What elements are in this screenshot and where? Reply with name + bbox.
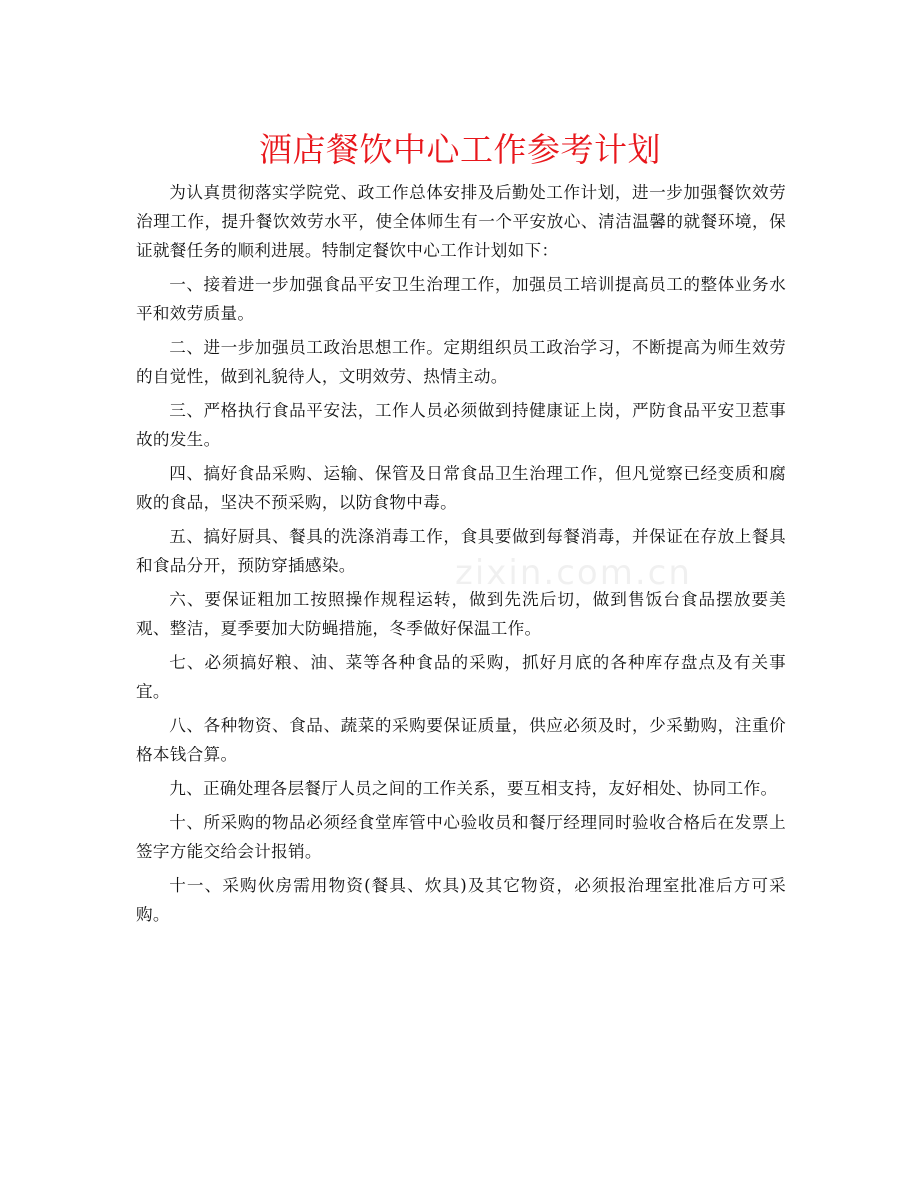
paragraph-item-6: 六、要保证粗加工按照操作规程运转，做到先洗后切，做到售饭台食品摆放要美观、整洁，夏季要加大防蝇措施，冬季做好保温工作。 [136, 590, 786, 638]
paragraph-item-5: 五、搞好厨具、餐具的洗涤消毒工作，食具要做到每餐消毒，并保证在存放上餐具和食品分开，预防穿插感染。 [136, 527, 786, 575]
paragraph-item-10: 十、所采购的物品必须经食堂库管中心验收员和餐厅经理同时验收合格后在发票上签字方能交给会计报销。 [136, 813, 786, 861]
paragraph-item-7: 七、必须搞好粮、油、菜等各种食品的采购，抓好月底的各种库存盘点及有关事宜。 [136, 653, 786, 701]
paragraph-item-11: 十一、采购伙房需用物资(餐具、炊具)及其它物资，必须报治理室批准后方可采购。 [136, 876, 786, 924]
paragraph-item-4: 四、搞好食品采购、运输、保管及日常食品卫生治理工作，但凡觉察已经变质和腐败的食品，坚决不预采购，以防食物中毒。 [136, 464, 786, 512]
paragraph-item-9: 九、正确处理各层餐厅人员之间的工作关系，要互相支持，友好相处、协同工作。 [169, 779, 778, 798]
paragraph-item-1: 一、接着进一步加强食品平安卫生治理工作，加强员工培训提高员工的整体业务水平和效劳质量。 [136, 275, 786, 323]
watermark: zixin.com.cn [455, 553, 692, 593]
document-body [136, 178, 786, 934]
intro-paragraph: 为认真贯彻落实学院党、政工作总体安排及后勤处工作计划，进一步加强餐饮效劳治理工作，提升餐饮效劳水平，使全体师生有一个平安放心、清洁温馨的就餐环境，保证就餐任务的顺利进展。特制定餐饮中心工作计划如下： [136, 183, 786, 260]
paragraph-item-3: 三、严格执行食品平安法，工作人员必须做到持健康证上岗，严防食品平安卫惹事故的发生。 [136, 401, 786, 449]
paragraph-item-8: 八、各种物资、食品、蔬菜的采购要保证质量，供应必须及时，少采勤购，注重价格本钱合算。 [136, 716, 786, 764]
paragraph-item-2: 二、进一步加强员工政治思想工作。定期组织员工政治学习，不断提高为师生效劳的自觉性，做到礼貌待人，文明效劳、热情主动。 [136, 338, 786, 386]
document-title: 酒店餐饮中心工作参考计划 [259, 130, 661, 169]
